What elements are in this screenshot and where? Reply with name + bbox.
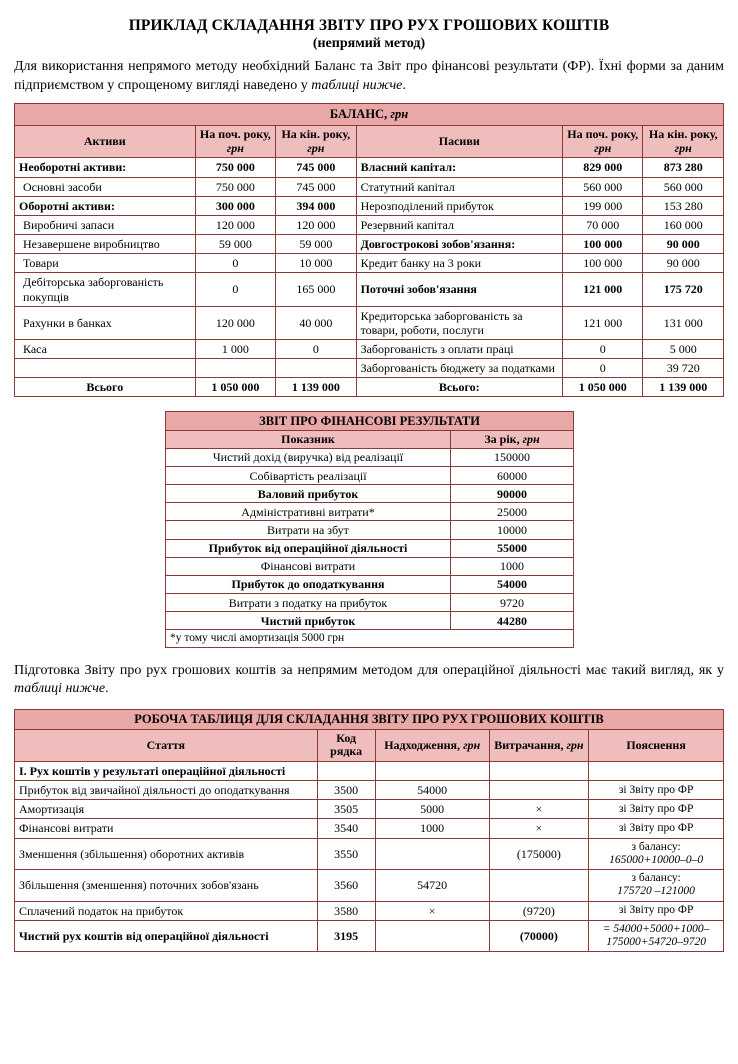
fin-row-label: Адміністративні витрати* (166, 503, 451, 521)
fin-row-value: 9720 (451, 594, 574, 612)
balance-asset-label (15, 359, 196, 378)
table-row (15, 339, 724, 358)
balance-caption-main: БАЛАНС, (329, 107, 391, 122)
table-row (15, 196, 724, 215)
balance-col-liab-end: На кін. року, грн (643, 126, 724, 158)
fin-row-label: Чистий прибуток (166, 612, 451, 630)
balance-caption-row (15, 104, 724, 126)
work-col-outflow: Витрачання, грн (489, 729, 589, 761)
fin-row-label: Валовий прибуток (166, 485, 451, 503)
balance-total-asset-label: Всього (15, 378, 196, 397)
balance-liab-begin: 70 000 (562, 215, 642, 234)
balance-liab-begin: 0 (562, 339, 642, 358)
balance-liab-label: Заборгованість бюджету за податками (356, 359, 562, 378)
balance-liab-begin: 0 (562, 359, 642, 378)
intro-text: Для використання непрямого методу необхідний Баланс та Звіт про фінансові результати (ФР). Їхні форми за даним підприємством у спрощеному вигляді наведено у (14, 59, 724, 93)
balance-col-assets-begin: На поч. року, грн (195, 126, 275, 158)
balance-liab-begin: 100 000 (562, 235, 642, 254)
balance-liab-label: Статутний капітал (356, 177, 562, 196)
fin-caption: ЗВІТ ПРО ФІНАНСОВІ РЕЗУЛЬТАТИ (166, 412, 574, 431)
fin-col-year: За рік, грн (451, 431, 574, 449)
balance-asset-label: Дебіторська заборгованість покупців (15, 273, 196, 306)
mid-note-paragraph (14, 662, 724, 699)
balance-caption-unit: грн (390, 107, 409, 122)
balance-liab-label: Резервний капітал (356, 215, 562, 234)
balance-liab-label: Довгострокові зобов'язання: (356, 235, 562, 254)
balance-total-liab-label: Всього: (356, 378, 562, 397)
fin-row-value: 60000 (451, 467, 574, 485)
balance-asset-begin: 59 000 (195, 235, 275, 254)
balance-liab-begin: 829 000 (562, 158, 642, 177)
work-row-outflow (489, 870, 589, 901)
balance-asset-label: Рахунки в банках (15, 306, 196, 339)
balance-caption (15, 104, 724, 126)
work-row-code: 3560 (317, 870, 375, 901)
page-subtitle: (непрямий метод) (312, 36, 426, 52)
financial-report-wrapper (165, 411, 573, 648)
work-row-item: Зменшення (збільшення) оборотних активів (15, 838, 318, 869)
balance-total-asset-begin: 1 050 000 (195, 378, 275, 397)
work-col-explanation: Пояснення (589, 729, 724, 761)
balance-col-assets-end: На кін. року, грн (276, 126, 356, 158)
balance-asset-end: 165 000 (276, 273, 356, 306)
balance-asset-label: Незавершене виробництво (15, 235, 196, 254)
balance-header-row (15, 126, 724, 158)
table-row (15, 273, 724, 306)
work-row-inflow: 54720 (375, 870, 489, 901)
work-row-inflow: 5000 (375, 800, 489, 819)
work-row-outflow: (70000) (489, 920, 589, 951)
balance-total-liab-begin: 1 050 000 (562, 378, 642, 397)
balance-liab-end: 560 000 (643, 177, 724, 196)
balance-asset-begin: 0 (195, 273, 275, 306)
balance-asset-begin: 1 000 (195, 339, 275, 358)
balance-liab-begin: 121 000 (562, 306, 642, 339)
balance-asset-label: Товари (15, 254, 196, 273)
work-row-item: Амортизація (15, 800, 318, 819)
fin-note-row (166, 630, 574, 648)
work-row-item: I. Рух коштів у результаті операційної діяльності (15, 762, 318, 781)
balance-liab-end: 5 000 (643, 339, 724, 358)
table-row (166, 503, 574, 521)
balance-col-assets: Активи (15, 126, 196, 158)
table-row (15, 901, 724, 920)
balance-liab-end: 39 720 (643, 359, 724, 378)
table-row (15, 215, 724, 234)
fin-col-indicator: Показник (166, 431, 451, 449)
table-row (166, 594, 574, 612)
fin-row-value: 150000 (451, 448, 574, 466)
balance-asset-begin: 120 000 (195, 306, 275, 339)
table-row (15, 158, 724, 177)
balance-asset-end: 120 000 (276, 215, 356, 234)
table-row (15, 819, 724, 838)
fin-header-row (166, 431, 574, 449)
balance-asset-end: 59 000 (276, 235, 356, 254)
balance-liab-begin: 199 000 (562, 196, 642, 215)
fin-row-label: Прибуток від операційної діяльності (166, 539, 451, 557)
fin-row-label: Собівартість реалізації (166, 467, 451, 485)
work-row-explanation: = 54000+5000+1000– 175000+54720–9720 (589, 920, 724, 951)
table-row (15, 177, 724, 196)
balance-asset-begin: 750 000 (195, 158, 275, 177)
work-row-outflow: (9720) (489, 901, 589, 920)
work-col-item: Стаття (15, 729, 318, 761)
balance-asset-end: 394 000 (276, 196, 356, 215)
table-row (15, 781, 724, 800)
work-row-code: 3580 (317, 901, 375, 920)
balance-col-liab-begin: На поч. року, грн (562, 126, 642, 158)
work-row-explanation: зі Звіту про ФР (589, 781, 724, 800)
balance-liab-end: 90 000 (643, 235, 724, 254)
balance-asset-end: 0 (276, 339, 356, 358)
work-row-outflow: × (489, 819, 589, 838)
fin-note: *у тому числі амортизація 5000 грн (166, 630, 574, 648)
balance-asset-end: 745 000 (276, 158, 356, 177)
work-caption-row (15, 709, 724, 729)
work-row-code: 3540 (317, 819, 375, 838)
work-row-explanation: з балансу: 165000+10000–0–0 (589, 838, 724, 869)
table-row (166, 612, 574, 630)
fin-row-value: 55000 (451, 539, 574, 557)
balance-asset-end: 40 000 (276, 306, 356, 339)
intro-paragraph (14, 58, 724, 95)
table-row (166, 539, 574, 557)
table-row (15, 359, 724, 378)
work-row-outflow (489, 781, 589, 800)
balance-asset-begin: 0 (195, 254, 275, 273)
work-row-inflow (375, 762, 489, 781)
balance-asset-begin: 750 000 (195, 177, 275, 196)
balance-asset-label: Необоротні активи: (15, 158, 196, 177)
balance-liab-end: 160 000 (643, 215, 724, 234)
balance-liab-begin: 560 000 (562, 177, 642, 196)
balance-total-liab-end: 1 139 000 (643, 378, 724, 397)
intro-italic: таблиці нижче (311, 77, 403, 93)
balance-liab-end: 90 000 (643, 254, 724, 273)
balance-asset-begin (195, 359, 275, 378)
balance-liab-label: Кредиторська заборгованість за товари, роботи, послуги (356, 306, 562, 339)
work-row-outflow (489, 762, 589, 781)
work-row-item: Сплачений податок на прибуток (15, 901, 318, 920)
table-row (15, 306, 724, 339)
balance-asset-begin: 300 000 (195, 196, 275, 215)
fin-row-label: Фінансові витрати (166, 557, 451, 575)
table-row (166, 485, 574, 503)
work-row-item: Чистий рух коштів від операційної діяльності (15, 920, 318, 951)
fin-row-value: 90000 (451, 485, 574, 503)
balance-asset-end: 745 000 (276, 177, 356, 196)
work-row-item: Фінансові витрати (15, 819, 318, 838)
table-row (166, 467, 574, 485)
work-row-inflow: 1000 (375, 819, 489, 838)
balance-liab-label: Заборгованість з оплати праці (356, 339, 562, 358)
work-row-inflow: 54000 (375, 781, 489, 800)
work-row-explanation (589, 762, 724, 781)
work-row-explanation: з балансу: 175720 –121000 (589, 870, 724, 901)
work-row-outflow: (175000) (489, 838, 589, 869)
work-row-explanation: зі Звіту про ФР (589, 901, 724, 920)
table-row (166, 448, 574, 466)
table-row (15, 235, 724, 254)
table-row (15, 800, 724, 819)
work-row-item: Прибуток від звичайної діяльності до оподаткування (15, 781, 318, 800)
mid-note-end: . (105, 681, 109, 697)
work-row-inflow (375, 838, 489, 869)
balance-asset-label: Основні засоби (15, 177, 196, 196)
balance-liab-label: Власний капітал: (356, 158, 562, 177)
mid-note-text: Підготовка Звіту про рух грошових коштів за непрямим методом для операційної діяльності має такий вигляд, як у (14, 662, 724, 678)
table-row (15, 920, 724, 951)
work-row-item: Збільшення (зменшення) поточних зобов'язань (15, 870, 318, 901)
work-row-code: 3550 (317, 838, 375, 869)
fin-row-value: 25000 (451, 503, 574, 521)
balance-total-row (15, 378, 724, 397)
table-row (15, 870, 724, 901)
fin-caption-row (166, 412, 574, 431)
mid-note-italic: таблиці нижче (14, 681, 106, 697)
work-row-outflow: × (489, 800, 589, 819)
work-caption: РОБОЧА ТАБЛИЦЯ ДЛЯ СКЛАДАННЯ ЗВІТУ ПРО РУХ ГРОШОВИХ КОШТІВ (15, 709, 724, 729)
work-row-code: 3500 (317, 781, 375, 800)
fin-row-label: Прибуток до оподаткування (166, 575, 451, 593)
balance-liab-label: Поточні зобов'язання (356, 273, 562, 306)
work-col-code: Код рядка (317, 729, 375, 761)
balance-col-liabilities: Пасиви (356, 126, 562, 158)
balance-liab-label: Нерозподілений прибуток (356, 196, 562, 215)
fin-row-value: 44280 (451, 612, 574, 630)
balance-asset-end (276, 359, 356, 378)
balance-total-asset-end: 1 139 000 (276, 378, 356, 397)
fin-row-label: Витрати з податку на прибуток (166, 594, 451, 612)
fin-row-value: 10000 (451, 521, 574, 539)
work-header-row (15, 729, 724, 761)
work-row-inflow (375, 920, 489, 951)
work-table (14, 709, 724, 952)
balance-liab-label: Кредит банку на 3 роки (356, 254, 562, 273)
balance-asset-end: 10 000 (276, 254, 356, 273)
fin-row-value: 1000 (451, 557, 574, 575)
work-row-explanation: зі Звіту про ФР (589, 800, 724, 819)
table-row (166, 575, 574, 593)
work-col-inflow: Надходження, грн (375, 729, 489, 761)
balance-asset-label: Оборотні активи: (15, 196, 196, 215)
table-row (15, 838, 724, 869)
page-title: ПРИКЛАД СКЛАДАННЯ ЗВІТУ ПРО РУХ ГРОШОВИХ КОШТІВ (128, 17, 610, 34)
table-row (15, 762, 724, 781)
work-row-inflow: × (375, 901, 489, 920)
work-row-explanation: зі Звіту про ФР (589, 819, 724, 838)
table-row (166, 557, 574, 575)
fin-row-label: Чистий дохід (виручка) від реалізації (166, 448, 451, 466)
work-row-code (317, 762, 375, 781)
balance-liab-end: 873 280 (643, 158, 724, 177)
balance-asset-begin: 120 000 (195, 215, 275, 234)
fin-row-value: 54000 (451, 575, 574, 593)
work-row-code: 3195 (317, 920, 375, 951)
table-row (15, 254, 724, 273)
balance-liab-begin: 121 000 (562, 273, 642, 306)
financial-report-table (165, 411, 574, 648)
intro-end: . (402, 77, 406, 93)
fin-row-label: Витрати на збут (166, 521, 451, 539)
balance-liab-end: 131 000 (643, 306, 724, 339)
balance-liab-end: 175 720 (643, 273, 724, 306)
balance-table (14, 103, 724, 397)
balance-liab-end: 153 280 (643, 196, 724, 215)
work-row-code: 3505 (317, 800, 375, 819)
balance-asset-label: Виробничі запаси (15, 215, 196, 234)
balance-liab-begin: 100 000 (562, 254, 642, 273)
table-row (166, 521, 574, 539)
balance-asset-label: Каса (15, 339, 196, 358)
